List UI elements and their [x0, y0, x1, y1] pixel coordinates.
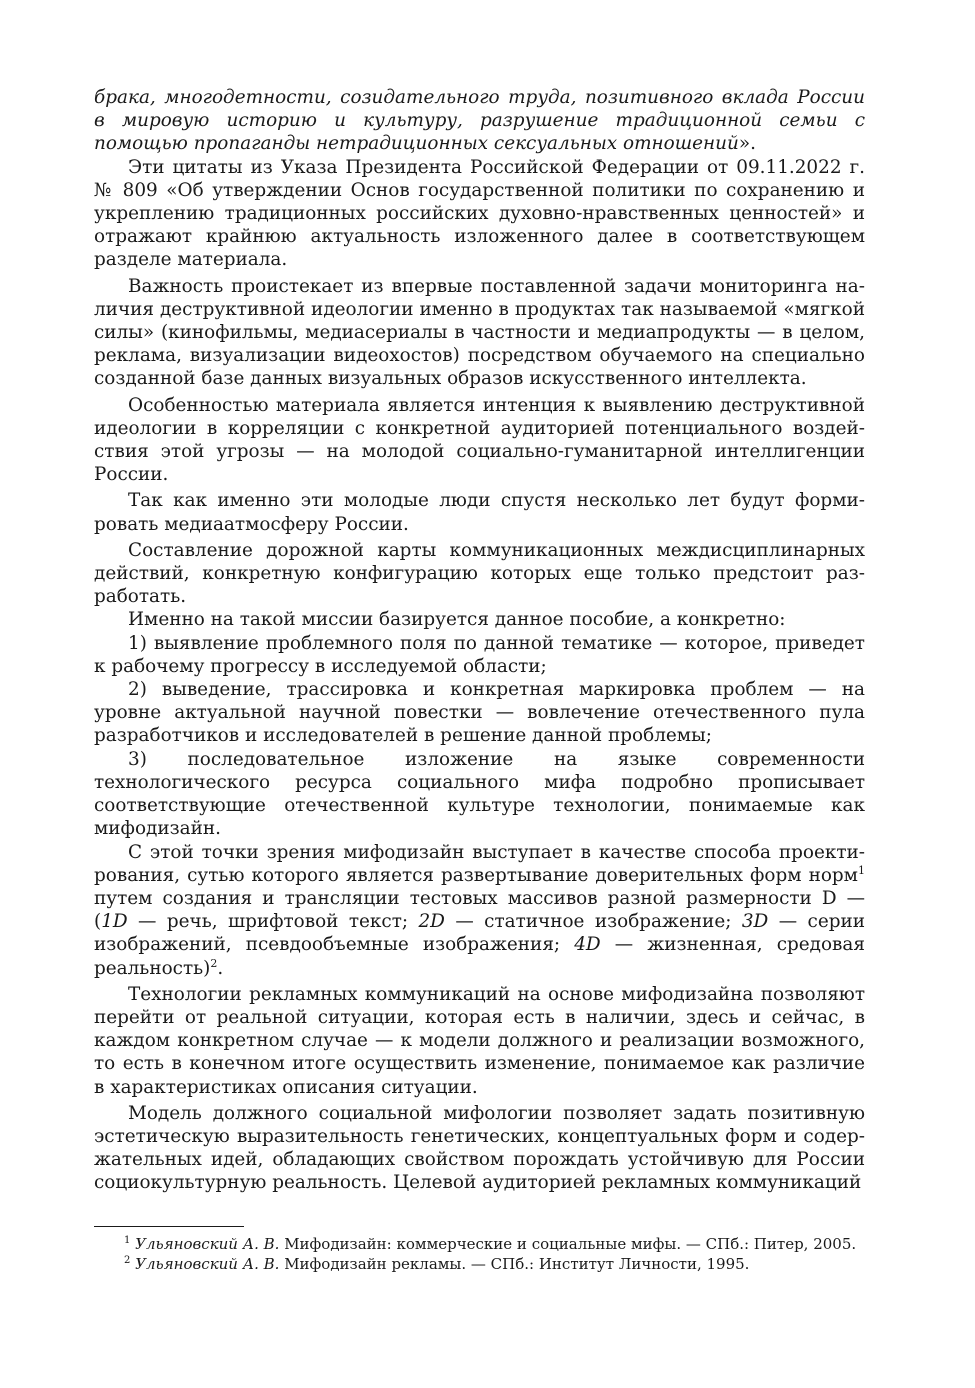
list-item: 1) выявление проблемного поля по данной тематике — которое, приведет к рабочему прогрессу в исследуемой области; — [94, 632, 865, 677]
footnotes — [94, 1234, 865, 1274]
dimension-label: 4D — [574, 934, 601, 956]
text-run: — серии изображений, псевдообъемные изображения; — [94, 911, 865, 956]
footnote-2: $^2$ Ульяновский А. В. Мифодизайн рекламы. — СПб.: Институт Личности, 1995. — [124, 1254, 750, 1273]
footnote-ref-2: 2 — [210, 956, 218, 970]
paragraph: Так как именно эти молодые люди спустя несколько лет будут формировать медиаатмосферу России. — [94, 490, 865, 535]
paragraph: Составление дорожной карты коммуникационных междисциплинарных действий, конкретную конфигурацию которых еще только предстоит разработать. — [94, 539, 865, 608]
dimension-label: 1D — [101, 911, 128, 933]
paragraph: Именно на такой миссии базируется данное пособие, а конкретно: — [128, 609, 786, 631]
quote-text: брака, многодетности, созидательного труда, позитивного вклада России в мировую историю и культуру, разрушение традиционной семьи с помощью пропаганды нетрадиционных сексуальных отношений — [94, 87, 865, 155]
list-item: 3) последовательное изложение на языке современности технологического ресурса социального мифа подробно прописывает соответствующие отечественной культуре технологии, понимаемые как мифодизайн. — [94, 748, 865, 840]
dimension-label: 2D — [418, 911, 445, 933]
paragraph-quote-continuation — [94, 86, 865, 156]
paragraph: Эти цитаты из Указа Президента Российской Федерации от 09.11.2022 г. № 809 «Об утверждении Основ государственной политики по сохранению и укреплению традиционных российских духовно-нравственных ценностей» и отражают крайнюю актуальность изложенного далее в соответствующем разделе материала. — [94, 156, 865, 271]
dimension-label: 3D — [741, 911, 769, 933]
footnote-text: Мифодизайн: коммерческие и социальные мифы. — СПб.: Питер, 2005. — [279, 1234, 857, 1253]
paragraph-mythodesign — [94, 841, 865, 980]
main-text — [94, 86, 865, 1195]
paragraph: Важность проистекает из впервые поставленной задачи мониторинга наличия деструктивной идеологии именно в продуктах так называемой «мягкой силы» (кинофильмы, медиасериалы в частности и медиапродукты — в целом, реклама, визуализации видеохостов) посредством обучаемого на специально созданной базе данных визуальных образов искусственного интеллекта. — [94, 275, 865, 390]
quote-end: ». — [738, 133, 756, 155]
footnote-author: Ульяновский А. В. — [135, 1254, 280, 1273]
text-run: — речь, шрифтовой текст; — [127, 911, 419, 933]
text-run: . — [217, 957, 224, 979]
footnote-author: Ульяновский А. В. — [135, 1234, 280, 1253]
paragraph: Технологии рекламных коммуникаций на основе мифодизайна позволяют перейти от реальной ситуации, которая есть в наличии, здесь и сейчас, в каждом конкретном случае — к модели должного и реализации возможного, то есть в конечном итоге осуществить изменение, понимаемое как различие в характеристиках описания ситуации. — [94, 983, 865, 1098]
text-run: — статичное изображение; — [444, 911, 742, 933]
text-run: путем создания и трансляции тестовых массивов разной размерности D — ( — [94, 887, 865, 933]
footnote-text: Мифодизайн рекламы. — СПб.: Институт Личности, 1995. — [279, 1254, 750, 1273]
footnote-1: $^1$ Ульяновский А. В. Мифодизайн: коммерческие и социальные мифы. — СПб.: Питер, 2005. — [124, 1234, 857, 1253]
paragraph: Особенностью материала является интенция к выявлению деструктивной идеологии в корреляции с конкретной аудиторией потенциального воздействия этой угрозы — на молодой социально-гуманитарной интеллигенции России. — [94, 394, 865, 486]
footnote-ref-1: 1 — [858, 863, 865, 877]
list-item: 2) выведение, трассировка и конкретная маркировка проблем — на уровне актуальной научной повестки — вовлечение отечественного пула разработчиков и исследователей в решение данной проблемы; — [94, 679, 865, 747]
paragraph: Модель должного социальной мифологии позволяет задать позитивную эстетическую выразительность генетических, концептуальных форм и содержательных идей, обладающих свойством порождать устойчивую для России социокультурную реальность. Целевой аудиторией рекламных коммуникаций — [94, 1102, 865, 1194]
footnote-divider — [94, 1226, 244, 1227]
text-run: С этой точки зрения мифодизайн выступает в качестве способа проектирования, сутью которого является развертывание доверительных форм норм — [94, 841, 865, 886]
text-run: — жизненная, средовая реальность) — [94, 934, 865, 979]
